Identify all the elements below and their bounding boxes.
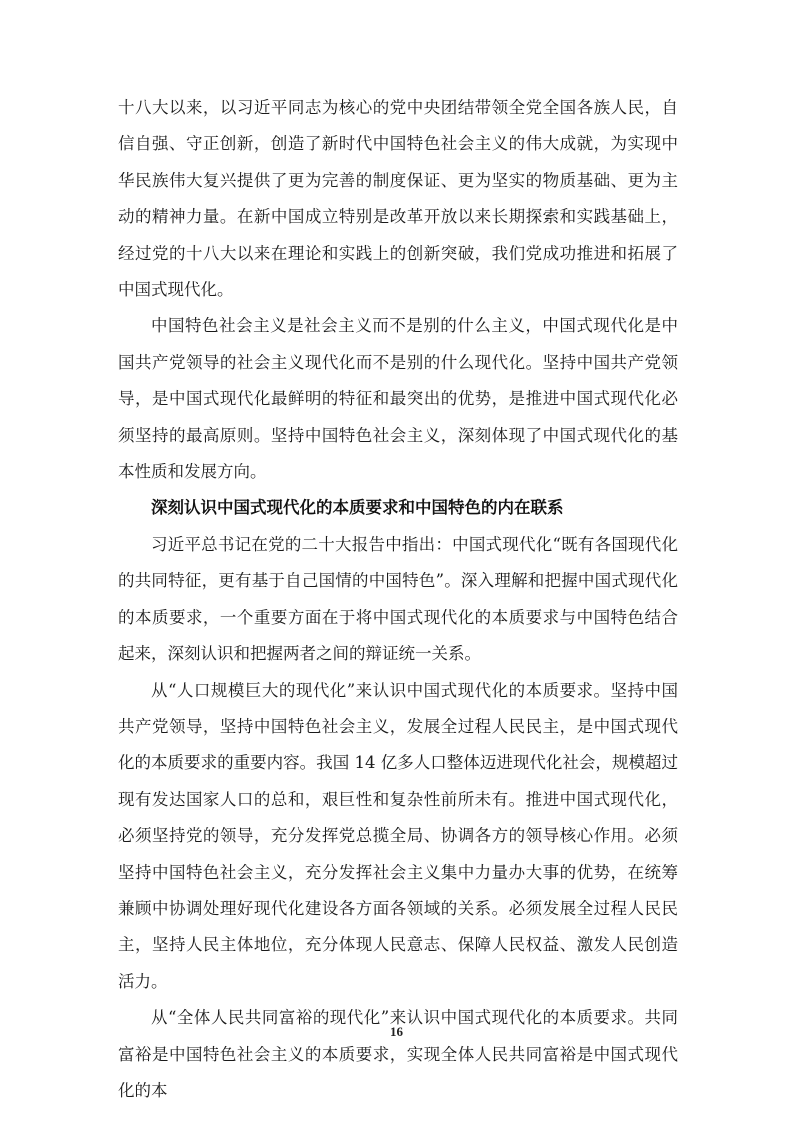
paragraph-socialism-leadership: 中国特色社会主义是社会主义而不是别的什么主义，中国式现代化是中国共产党领导的社会主义现代化而不是别的什么现代化。坚持中国共产党领导，是中国式现代化最鲜明的特征和最突出的优势，是推进中国式现代化必须坚持的最高原则。坚持中国特色社会主义，深刻体现了中国式现代化的基本性质和发展方向。 — [118, 316, 678, 482]
document-body — [118, 90, 678, 1109]
section-heading: 深刻认识中国式现代化的本质要求和中国特色的内在联系 — [151, 498, 564, 518]
paragraph-common-prosperity: 从“全体人民共同富裕的现代化”来认识中国式现代化的本质要求。共同富裕是中国特色社会主义的本质要求，实现全体人民共同富裕是中国式现代化的本 — [118, 1008, 678, 1100]
paragraph-intro-continuation: 十八大以来，以习近平同志为核心的党中央团结带领全党全国各族人民，自信自强、守正创新，创造了新时代中国特色社会主义的伟大成就，为实现中华民族伟大复兴提供了更为完善的制度保证、更为坚实的物质基础、更为主动的精神力量。在新中国成立特别是改革开放以来长期探索和实践基础上，经过党的十八大以来在理论和实践上的创新突破，我们党成功推进和拓展了中国式现代化。 — [118, 98, 678, 300]
paragraph-population-scale: 从“人口规模巨大的现代化”来认识中国式现代化的本质要求。坚持中国共产党领导，坚持中国特色社会主义，发展全过程人民民主，是中国式现代化的本质要求的重要内容。我国 14 亿多人口整体迈进现代化社会，规模超过现有发达国家人口的总和，艰巨性和复杂性前所未有。推进中国式现代化，必须坚持党的领导，充分发挥党总揽全局、协调各方的领导核心作用。必须坚持中国特色社会主义，充分发挥社会主义集中力量办大事的优势，在统筹兼顾中协调处理好现代化建设各方面各领域的关系。必须发展全过程人民民主，坚持人民主体地位，充分体现人民意志、保障人民权益、激发人民创造活力。 — [118, 680, 678, 991]
page-number: 16 — [390, 1024, 403, 1039]
paragraph-report-quote: 习近平总书记在党的二十大报告中指出：中国式现代化“既有各国现代化的共同特征，更有基于自己国情的中国特色”。深入理解和把握中国式现代化的本质要求，一个重要方面在于将中国式现代化的本质要求与中国特色结合起来，深刻认识和把握两者之间的辩证统一关系。 — [118, 534, 678, 664]
